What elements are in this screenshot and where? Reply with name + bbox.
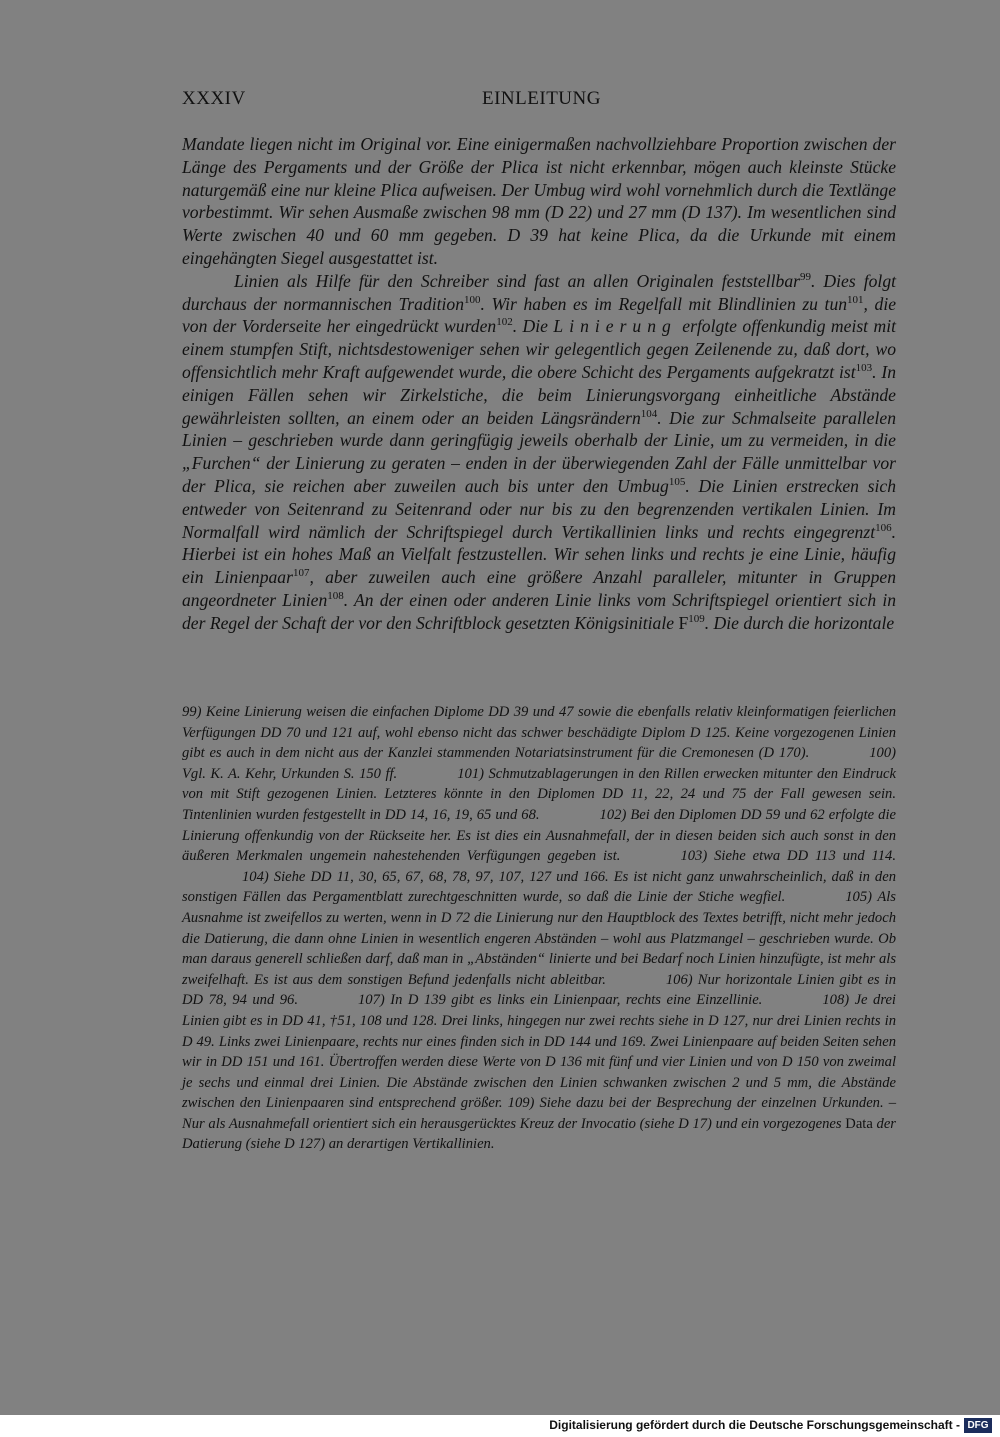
footnote-106: 106) Nur horizontale Linien gibt es in DD 78, 94 und 96. bbox=[182, 971, 896, 1009]
footnote-107: 107) In D 139 gibt es links ein Linienpaar, rechts eine Einzellinie. bbox=[358, 992, 763, 1009]
dfg-logo[interactable]: DFG bbox=[964, 1418, 992, 1433]
footnote-ref-108[interactable]: 108 bbox=[327, 590, 344, 603]
footnote-102: 102) Bei den Diplomen DD 59 und 62 erfolgte die Linierung offenkundig von der Rückseite her. Es ist dies ein Ausnahmefall, der in diesen beiden sich auch sonst in den äußeren Merkmalen ungemein nahestehenden Verfügungen gegeben ist. bbox=[182, 806, 896, 865]
footnote-104: 104) Siehe DD 11, 30, 65, 67, 68, 78, 97, 107, 127 und 166. Es ist nicht ganz unwahrscheinlich, daß in den sonstigen Fällen das Pergamentblatt zurechtgeschnitten wurde, so daß die Linie der Stiche wegfiel. bbox=[182, 868, 896, 906]
paragraph-2: Linien als Hilfe für den Schreiber sind fast an allen Originalen feststellbar$^{99}$. Dies folgt durchaus der normannischen Tradition$^{100}$. Wir haben es im Regelfall mit Blindlinien zu tun$^{101}$, die von der Vorderseite her eingedrückt wurden$^{102}$. Die Linierung erfolgte offenkundig meist mit einem stumpfen Stift, nichtsdestoweniger sehen wir gelegentlich gegen Zeilenende zu, daß dort, wo offensichtlich mehr Kraft aufgewendet wurde, die obere Schicht des Pergaments aufgekratzt ist$^{103}$. In einigen Fällen sehen wir Zirkelstiche, die beim Linierungsvorgang einheitliche Abstände gewährleisten sollten, an einem oder an beiden Längsrändern$^{104}$. Die zur Schmalseite parallelen Linien – geschrieben wurde dann geringfügig jeweils oberhalb der Linie, um zu vermeiden, in die „Furchen“ der Linierung zu geraten – enden in der überwiegenden Zahl der Fälle unmittelbar vor der Plica, sie reichen aber zuweilen auch bis unter den Umbug$^{105}$. Die Linien erstrecken sich entweder von Seitenrand zu Seitenrand oder nur bis zu den begrenzenden vertikalen Linien. Im Normalfall wird nämlich der Schriftspiegel durch Vertikallinien links und rechts eingegrenzt$^{106}$. Hierbei ist ein hohes Maß an Vielfalt festzustellen. Wir sehen links und rechts je eine Linie, häufig ein Linienpaar$^{107}$, aber zuweilen auch eine größere Anzahl paralleler, mitunter in Gruppen angeordneter Linien$^{108}$. An der einen oder anderen Linie links vom Schriftspiegel orientiert sich in der Regel der Schaft der vor den Schriftblock gesetzten Königsinitiale $F^{109}$. Die durch die horizontale bbox=[182, 270, 897, 633]
spaced-term: Linierung bbox=[553, 316, 677, 337]
footnote-108: 108) Je drei Linien gibt es in DD 41, †51, 108 und 128. Drei links, hingegen nur zwei rechts siehe in D 127, nur drei Linien rechts in D 49. Links zwei Linienpaare, rechts nur eines finden sich in DD 144 und 169. Zwei Linienpaare auf beiden Seiten sehen wir in DD 151 und 161. Übertroffen werden diese Werte von D 136 mit fünf und vier Linien und von D 150 von zweimal je sechs und einmal drei Linien. Die Abstände zwischen den Linien schwanken zwischen 2 und 5 mm, die Abstände zwischen den Linienpaaren sind entsprechend größer. bbox=[182, 992, 896, 1112]
footnote-ref-101[interactable]: 101 bbox=[847, 293, 864, 306]
royal-initial: F bbox=[678, 612, 689, 633]
main-text bbox=[182, 133, 896, 635]
footnote-ref-104[interactable]: 104 bbox=[640, 407, 658, 420]
footnote-109: 109) Siehe dazu bei der Besprechung der einzelnen Urkunden. – Nur als Ausnahmefall orientiert sich ein herausgerücktes Kreuz der Invocatio (siehe D 17) und ein vorgezogenes Data der Datierung (siehe D 127) an derartigen Vertikallinien. bbox=[182, 1095, 896, 1153]
footnote-ref-102[interactable]: 102 bbox=[496, 316, 513, 329]
footnote-ref-107[interactable]: 107 bbox=[292, 567, 310, 580]
footnote-ref-105[interactable]: 105 bbox=[668, 476, 686, 489]
footnote-99: 99) Keine Linierung weisen die einfachen Diplome DD 39 und 47 sowie die ebenfalls relativ kleinformatigen feierlichen Verfügungen DD 70 und 121 auf, wohl ebenso nicht das schwer beschädigte Diplom D 125. Keine vorgezogenen Linien gibt es auch in dem nicht aus der Kanzlei stammenden Notariatsinstrument für die Cremonesen (D 170). bbox=[182, 704, 896, 762]
footnote-block bbox=[182, 702, 896, 1155]
footnote-ref-100[interactable]: 100 bbox=[464, 293, 481, 306]
page-number: XXXIV bbox=[182, 88, 246, 109]
footnote-ref-109[interactable]: 109 bbox=[688, 612, 705, 625]
footnote-ref-103[interactable]: 103 bbox=[855, 362, 873, 375]
footnotes bbox=[182, 702, 896, 1155]
running-title: EINLEITUNG bbox=[482, 88, 601, 109]
footnote-101: 101) Schmutzablagerungen in den Rillen erwecken mitunter den Eindruck von mit Stift gezogenen Linien. Letzteres könnte in den Diplomen DD 11, 22, 24 und 75 der Fall gewesen sein. Tintenlinien wurden festgestellt in DD 14, 16, 19, 65 und 68. bbox=[182, 765, 896, 823]
paragraph-1: Mandate liegen nicht im Original vor. Eine einigermaßen nachvollziehbare Proportion zwischen der Länge des Pergaments und der Größe der Plica ist nicht erkennbar, mögen auch kleinste Stücke naturgemäß eine nur kleine Plica aufweisen. Der Umbug wird wohl vornehmlich durch die Textlänge vorbestimmt. Wir sehen Ausmaße zwischen 98 mm (D 22) und 27 mm (D 137). Im wesentlichen sind Werte zwischen 40 und 60 mm gegeben. D 39 hat keine Plica, da die Urkunde mit einem eingehängten Siegel ausgestattet ist. bbox=[182, 134, 896, 268]
digitization-footer bbox=[0, 1415, 1000, 1437]
footnote-100: 100) Vgl. K. A. Kehr, Urkunden S. 150 ff. bbox=[182, 745, 896, 782]
page-header bbox=[182, 88, 896, 114]
footnote-ref-106[interactable]: 106 bbox=[875, 521, 892, 534]
footnote-ref-99[interactable]: 99 bbox=[799, 270, 811, 283]
funding-credit: Digitalisierung gefördert durch die Deutsche Forschungsgemeinschaft - bbox=[549, 1418, 960, 1432]
footnote-105: 105) Als Ausnahme ist zweifellos zu werten, wenn in D 72 die Linierung nur den Hauptblock des Textes betrifft, nicht mehr jedoch die Datierung, die dann ohne Linien in wesentlich engeren Abständen – wohl aus Platzmangel – geschrieben wurde. Ob man daraus generell schließen darf, daß man in „Abständen“ linierte und bei Bedarf noch Linien hinzufügte, ist mehr als zweifelhaft. Es ist aus dem sonstigen Befund jedenfalls nicht ableitbar. bbox=[182, 889, 896, 988]
footnote-103: 103) Siehe etwa DD 113 und 114. bbox=[680, 848, 896, 865]
